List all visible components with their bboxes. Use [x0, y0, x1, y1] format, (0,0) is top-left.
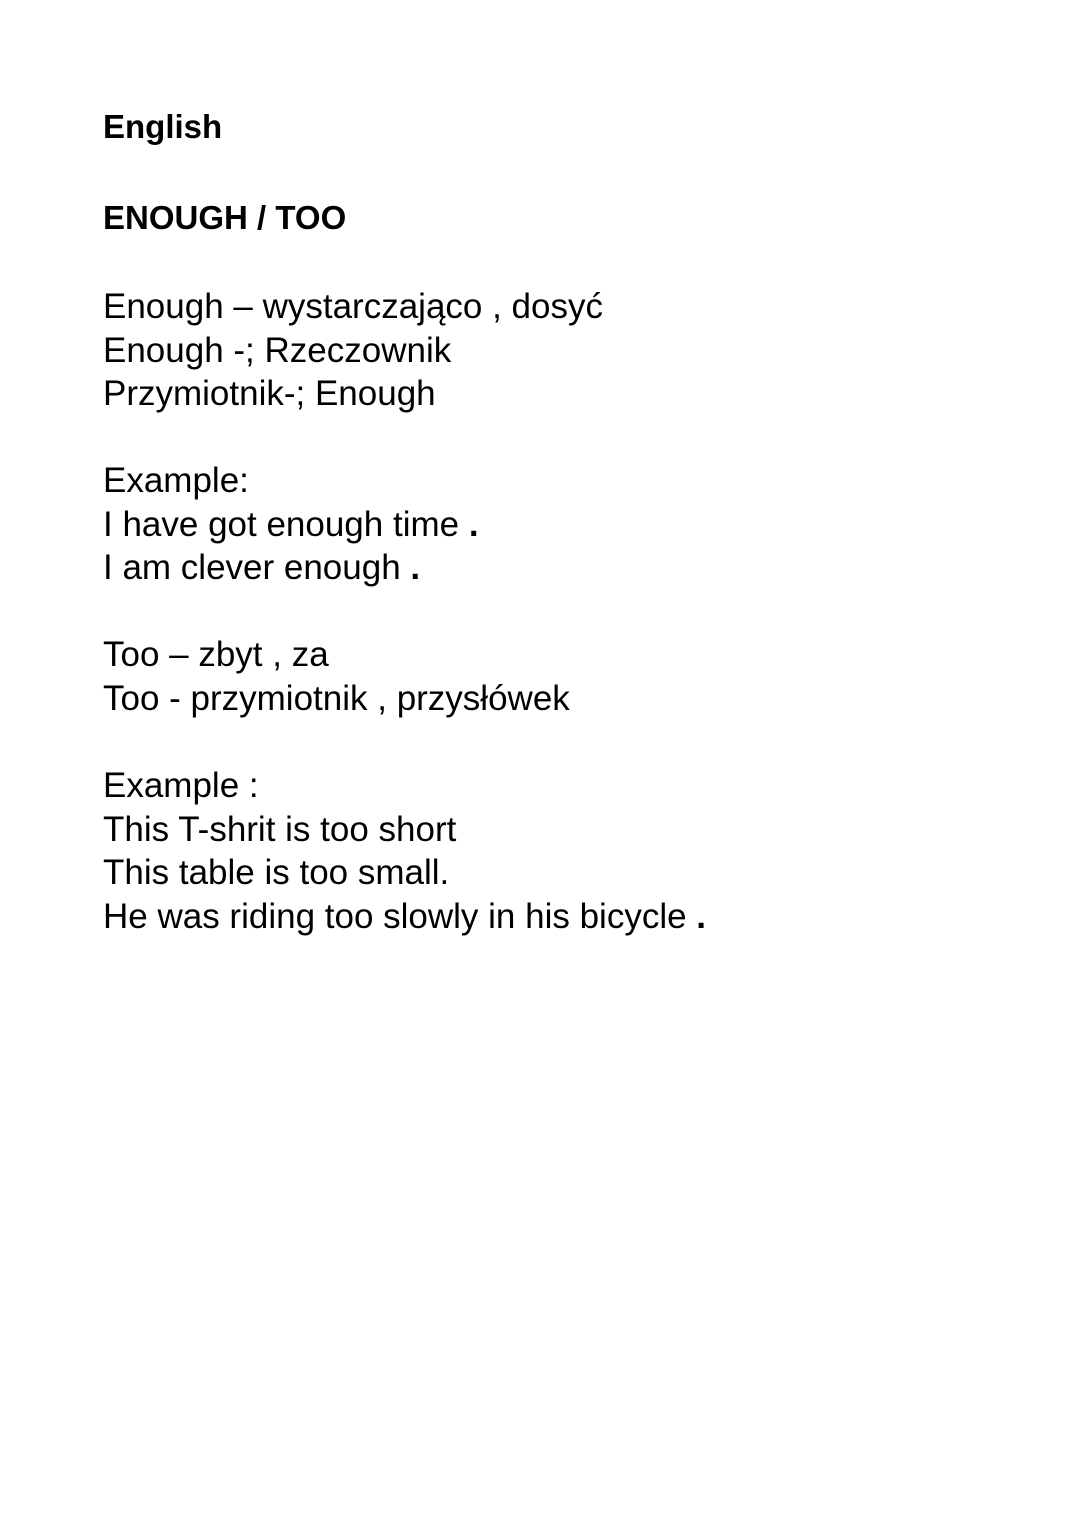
too-example-line — [103, 808, 706, 852]
too-definition-line: Too – zbyt , za — [103, 635, 329, 674]
enough-examples-block — [103, 459, 479, 590]
too-examples-block — [103, 764, 706, 938]
enough-definition-block — [103, 285, 603, 416]
enough-noun-rule-line: Enough -; Rzeczownik — [103, 330, 452, 370]
sentence-period: . — [459, 504, 479, 544]
too-example-heading: Example : — [103, 766, 259, 805]
subject-heading: English — [103, 108, 223, 145]
example-text: This table is too small. — [103, 853, 450, 892]
page-title: ENOUGH / TOO — [103, 199, 347, 236]
too-example-line — [103, 851, 706, 895]
example-text: I am clever enough — [103, 548, 401, 587]
too-usage-rule-line: Too - przymiotnik , przysłówek — [103, 678, 570, 718]
sentence-period: . — [400, 548, 421, 587]
too-example-line — [103, 895, 706, 939]
enough-example-line — [103, 503, 479, 547]
example-text: He was riding too slowly in his bicycle — [103, 896, 687, 936]
sentence-period: . — [686, 896, 707, 936]
enough-definition-line: Enough – wystarczająco , dosyć — [103, 287, 603, 326]
enough-example-heading: Example: — [103, 461, 249, 500]
too-definition-block — [103, 633, 570, 720]
enough-example-line — [103, 546, 479, 590]
example-text: I have got enough time — [103, 504, 460, 544]
enough-adjective-rule-line: Przymiotnik-; Enough — [103, 374, 436, 413]
example-text: This T-shrit is too short — [103, 809, 457, 849]
